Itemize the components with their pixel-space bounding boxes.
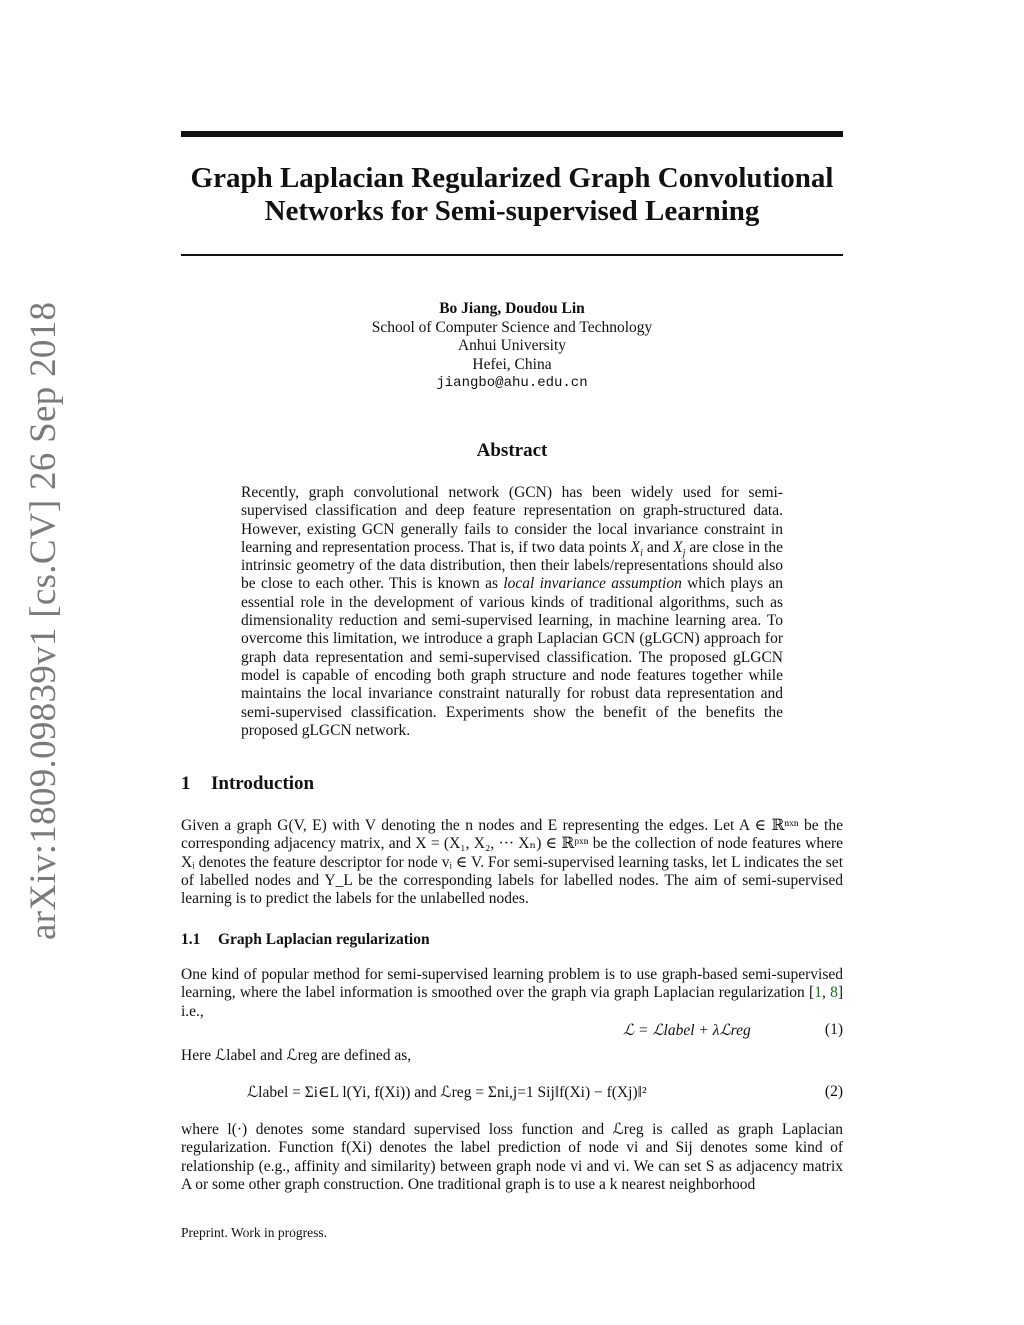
title-line-2: Networks for Semi-supervised Learning (264, 195, 760, 227)
author-email[interactable]: jiangbo@ahu.edu.cn (436, 375, 588, 391)
equation-2-expression: ℒlabel = Σi∈L l(Yi, f(Xi)) and ℒreg = Σni,j=1 Sij‖f(Xi) − f(Xj)‖² (247, 1084, 647, 1101)
affiliation-school: School of Computer Science and Technology (371, 318, 653, 336)
top-rule (181, 131, 843, 137)
section-heading-introduction (181, 773, 314, 795)
subsection-number: 1.1 (181, 931, 201, 948)
laplacian-paragraph (181, 966, 843, 1021)
title-line-1: Graph Laplacian Regularized Graph Convolutional (190, 162, 834, 194)
preprint-footnote: Preprint. Work in progress. (181, 1225, 328, 1240)
affiliation-university: Anhui University (457, 337, 567, 354)
abstract-emphasis: local invariance assumption (503, 575, 682, 593)
citation-link-8[interactable]: 8 (830, 984, 838, 1002)
paper-title (181, 162, 843, 228)
equation-2 (181, 1075, 843, 1115)
abstract-body (241, 484, 783, 740)
abstract-and: and (642, 538, 674, 556)
subsection-title: Graph Laplacian regularization (218, 931, 430, 948)
laplacian-text-b: ] i.e., (181, 984, 843, 1020)
laplacian-text-a: One kind of popular method for semi-supervised learning problem is to use graph-based semi-supervised learning, where the label information is smoothed over the graph via graph Laplacian regularization [ (181, 966, 843, 1002)
section-number: 1 (181, 773, 191, 794)
loss-paragraph: where l(·) denotes some standard supervised loss function and ℒreg is called as graph Laplacian regularization. Function f(Xi) denotes the label prediction of node vi and Sij denotes some kind of relationship (e.g., affinity and similarity) between graph node vi and vi. We can set S as adjacency matrix A or some other graph construction. One traditional graph is to use a k nearest neighborhood (181, 1121, 843, 1193)
subsection-heading-laplacian (181, 931, 430, 949)
equation-1-number: (1) (824, 1021, 843, 1038)
equation-1 (181, 1021, 843, 1041)
affiliation-location: Hefei, China (472, 355, 552, 373)
abstract-heading: Abstract (476, 440, 548, 461)
abstract-text-c: which plays an essential role in the development of various kinds of traditional algorithms, such as dimensionality reduction and semi-supervised learning, in machine learning area. To overcome this limitation, we introduce a graph Laplacian GCN (gLGCN) approach for graph data representation and semi-supervised classification. The proposed gLGCN model is capable of encoding both graph structure and node features together while maintains the local invariance constraint naturally for robust data representation and semi-supervised classification. Experiments show the benefit of the benefits the proposed gLGCN network. (241, 575, 784, 739)
intro-paragraph: Given a graph G(V, E) with V denoting the n nodes and E representing the edges. Let A ∈ ℝⁿˣⁿ be the corresponding adjacency matrix, and X = (X₁, X₂, ··· Xₙ) ∈ ℝᵖˣⁿ be the collection of node features where Xᵢ denotes the feature descriptor for node vᵢ ∈ V. For semi-supervised learning tasks, let L indicates the set of labelled nodes and Y_L be the corresponding labels for labelled nodes. The aim of semi-supervised learning is to predict the labels for the unlabelled nodes. (181, 817, 843, 908)
author-block (181, 300, 843, 393)
section-title: Introduction (211, 773, 315, 794)
math-xj: $X_j$ (673, 538, 686, 559)
equation-1-expression: ℒ = ℒlabel + λℒreg (623, 1022, 751, 1039)
abstract-text-b: are close in the intrinsic geometry of the data distribution, then their labels/representations should also be close to each other. This is known as (241, 538, 783, 593)
arxiv-identifier: arXiv:1809.09839v1 [cs.CV] 26 Sep 2018 (23, 301, 64, 940)
definition-line: Here ℒlabel and ℒreg are defined as, (181, 1047, 412, 1064)
citation-link-1[interactable]: 1 (814, 984, 822, 1002)
abstract-text-a: Recently, graph convolutional network (GCN) has been widely used for semi-supervised classification and deep feature representation on graph-structured data. However, existing GCN generally fails to consider the local invariance constraint in learning and representation process. That is, if two data points (241, 484, 783, 556)
math-xi: $X_i$ (630, 538, 643, 559)
equation-2-number: (2) (824, 1083, 843, 1100)
title-bottom-rule (181, 254, 843, 256)
author-names: Bo Jiang, Doudou Lin (439, 300, 585, 317)
citation-separator: , (821, 984, 831, 1002)
